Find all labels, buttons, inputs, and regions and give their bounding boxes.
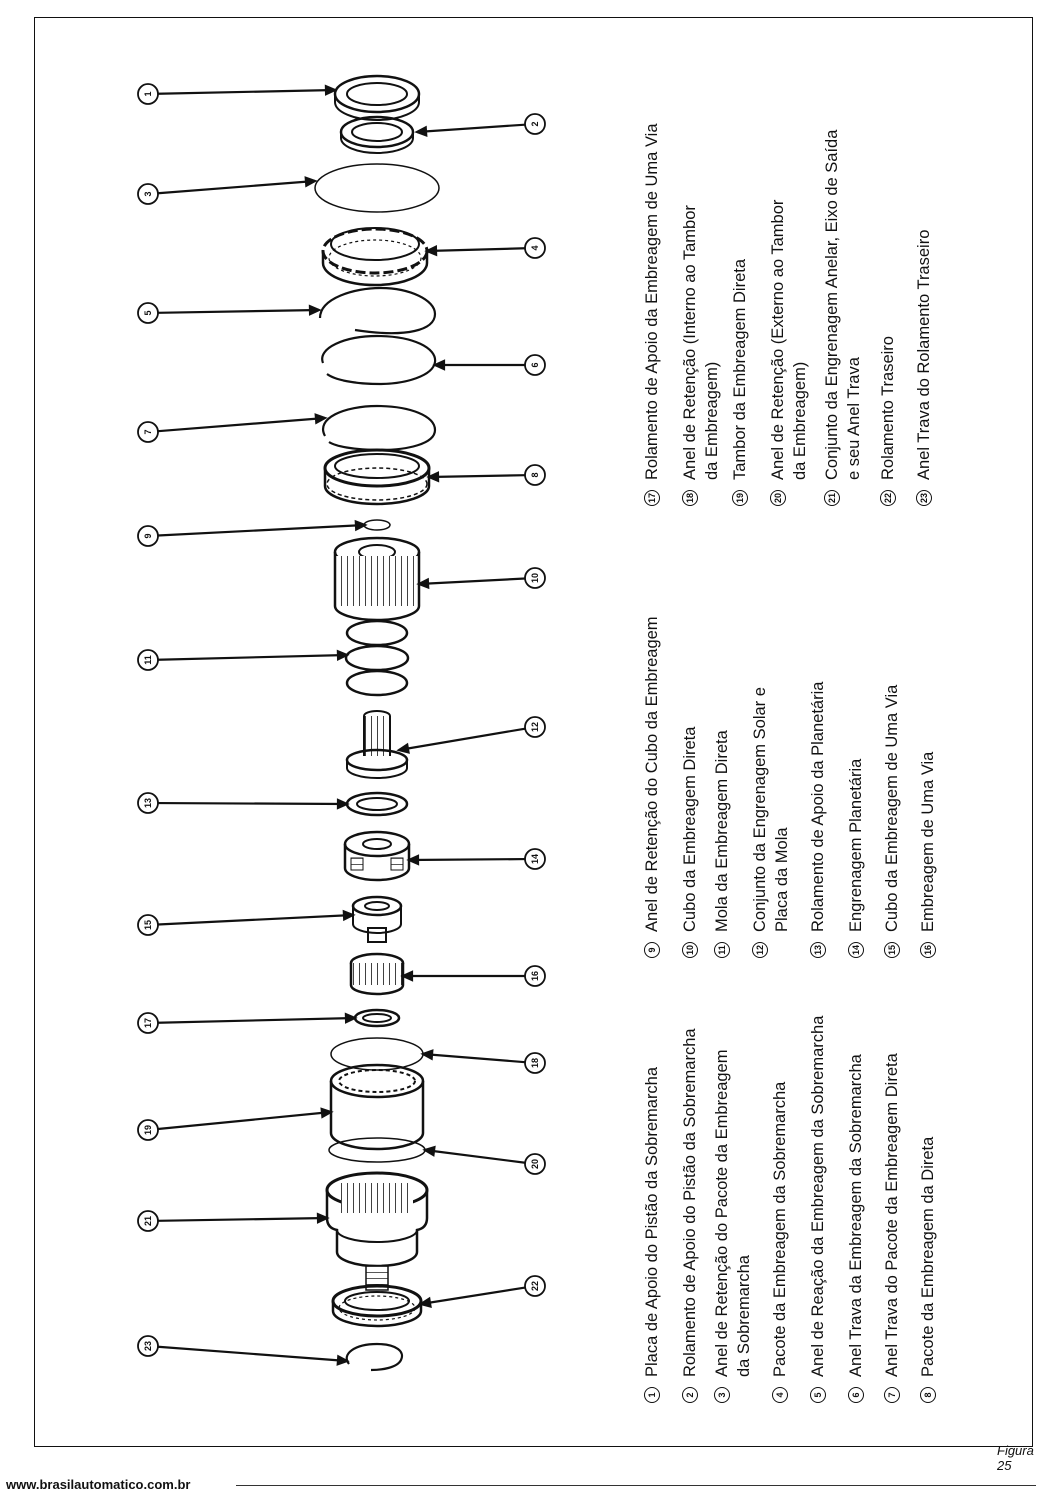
callout-number: 5 — [143, 310, 153, 316]
leader-line — [409, 859, 525, 860]
callout-8 — [429, 465, 545, 485]
legend-text: Anel de Retenção do Cubo da Embreagem — [643, 616, 661, 932]
part-5-reaction-ring — [320, 288, 435, 333]
legend-text: Anel de Retenção (Externo ao Tambor — [769, 199, 787, 480]
leader-line — [158, 915, 353, 925]
legend-item-15 — [881, 685, 903, 958]
legend-text: Pacote da Embreagem da Direta — [919, 1136, 937, 1377]
legend-text: Tambor da Embreagem Direta — [731, 258, 749, 480]
leader-line — [419, 579, 525, 584]
legend-text: Placa da Mola — [773, 827, 791, 932]
arrowhead — [417, 127, 426, 135]
legend-text: Rolamento de Apoio da Embreagem de Uma Via — [643, 123, 661, 480]
legend-item-4 — [769, 1082, 791, 1403]
legend-number-badge: 14 — [848, 942, 864, 958]
legend-text: Anel Trava do Rolamento Traseiro — [915, 229, 933, 480]
legend-number-badge: 21 — [824, 490, 840, 506]
figure-frame — [34, 17, 1034, 1473]
legend-text: Anel de Retenção (Interno ao Tambor — [681, 205, 699, 480]
callout-number: 2 — [530, 121, 540, 127]
legend-number-badge: 19 — [732, 490, 748, 506]
part-1-piston-plate — [335, 76, 419, 120]
callout-20 — [425, 1147, 545, 1174]
leader-line — [158, 525, 365, 535]
leader-line — [425, 1150, 525, 1163]
legend-item-7 — [881, 1053, 903, 1403]
callout-number: 8 — [530, 472, 540, 478]
legend-number-badge: 6 — [848, 1387, 864, 1403]
arrowhead — [346, 1014, 355, 1022]
legend-item-6 — [845, 1054, 867, 1403]
callout-1 — [138, 84, 335, 104]
legend-number-badge: 2 — [682, 1387, 698, 1403]
arrowhead — [338, 800, 347, 808]
arrowhead — [322, 1109, 331, 1117]
legend-text: Rolamento de Apoio do Pistão da Sobremarcha — [681, 1028, 699, 1377]
legend-text: Rolamento Traseiro — [879, 336, 897, 480]
legend-text: Cubo da Embreagem de Uma Via — [883, 684, 901, 932]
part-15-one-way-hub — [353, 897, 401, 942]
legend-text: Anel de Retenção do Pacote da Embreagem — [713, 1049, 731, 1377]
callout-15 — [138, 911, 353, 935]
legend-number-badge: 15 — [884, 942, 900, 958]
legend-item-8 — [917, 1137, 939, 1403]
leader-line — [158, 655, 347, 660]
callout-number: 4 — [530, 245, 540, 251]
callout-5 — [138, 303, 319, 323]
legend-text: Anel Trava da Embreagem da Sobremarcha — [847, 1054, 865, 1377]
leader-line — [158, 1018, 355, 1023]
callout-number: 12 — [530, 721, 540, 733]
legend-number-badge: 13 — [810, 942, 826, 958]
legend-number-badge: 16 — [920, 942, 936, 958]
callout-10 — [419, 568, 545, 588]
callout-number: 3 — [143, 191, 153, 197]
callout-9 — [138, 521, 365, 546]
arrowhead — [423, 1051, 432, 1059]
leader-line — [158, 181, 315, 193]
legend-number-badge: 12 — [752, 942, 768, 958]
legend-number-badge: 7 — [884, 1387, 900, 1403]
callout-11 — [138, 650, 347, 670]
arrowhead — [427, 247, 436, 255]
leader-line — [427, 248, 525, 251]
part-14-planetary-gear — [345, 832, 409, 880]
leader-line — [421, 1288, 525, 1304]
callout-3 — [138, 178, 315, 204]
legend-text: Rolamento de Apoio da Planetária — [809, 681, 827, 932]
callout-number: 20 — [530, 1158, 540, 1170]
callout-number: 15 — [143, 919, 153, 931]
legend-text: Embreagem de Uma Via — [919, 751, 937, 932]
legend-text: Anel de Reação da Embreagem da Sobremarcha — [809, 1015, 827, 1377]
leader-line — [158, 310, 319, 313]
callout-number: 9 — [143, 533, 153, 539]
legend-number-badge: 10 — [682, 942, 698, 958]
callout-16 — [403, 966, 545, 986]
callout-13 — [138, 793, 347, 813]
callout-19 — [138, 1109, 331, 1140]
footer-url[interactable]: www.brasilautomatico.com.br — [6, 1477, 191, 1492]
callout-22 — [421, 1276, 545, 1307]
legend-item-2 — [679, 1028, 701, 1403]
legend-text: da Embreagem) — [791, 361, 809, 480]
part-3-retaining-ring — [315, 164, 439, 212]
callout-number: 19 — [143, 1124, 153, 1136]
legend-item-3 — [711, 1050, 755, 1403]
arrowhead — [421, 1299, 431, 1307]
part-13-planetary-bearing — [347, 793, 407, 815]
arrowhead — [419, 580, 428, 588]
part-16-one-way-clutch — [351, 954, 403, 994]
legend-item-1 — [641, 1067, 663, 1403]
legend-item-17 — [641, 124, 663, 507]
arrowhead — [338, 1356, 347, 1364]
legend-item-18 — [679, 205, 723, 506]
part-17-one-way-bearing — [355, 1010, 399, 1026]
callout-7 — [138, 415, 325, 442]
figure-caption: Figura 25 — [997, 1443, 1034, 1473]
part-19-clutch-drum — [331, 1065, 423, 1149]
leader-line — [158, 1347, 347, 1361]
legend-item-20 — [767, 200, 811, 506]
legend-text: Engrenagem Planetária — [847, 758, 865, 932]
legend-item-10 — [679, 727, 701, 958]
arrowhead — [316, 415, 325, 423]
part-6-snap-ring — [322, 336, 435, 384]
arrowhead — [409, 856, 418, 864]
part-7-snap-ring — [323, 406, 435, 450]
callout-17 — [138, 1013, 355, 1033]
legend-item-23 — [913, 230, 935, 506]
arrowhead — [429, 473, 438, 481]
callout-4 — [427, 238, 545, 258]
legend-item-11 — [711, 730, 733, 958]
legend-number-badge: 4 — [772, 1387, 788, 1403]
legend-number-badge: 1 — [644, 1387, 660, 1403]
part-8-direct-clutch-pack — [325, 450, 429, 504]
legend-number-badge: 20 — [770, 490, 786, 506]
legend-number-badge: 8 — [920, 1387, 936, 1403]
callout-number: 22 — [530, 1280, 540, 1292]
part-4-clutch-pack — [323, 228, 427, 285]
legend-item-14 — [845, 759, 867, 958]
callout-number: 7 — [143, 429, 153, 435]
callout-number: 17 — [143, 1017, 153, 1029]
callout-number: 18 — [530, 1057, 540, 1069]
legend-item-9 — [641, 616, 663, 958]
callout-number: 6 — [530, 362, 540, 368]
callout-2 — [417, 114, 545, 135]
legend-item-5 — [807, 1016, 829, 1403]
legend-item-16 — [917, 752, 939, 958]
legend-text: e seu Anel Trava — [845, 357, 863, 480]
callout-number: 14 — [530, 853, 540, 865]
callout-23 — [138, 1336, 347, 1364]
leader-line — [417, 125, 525, 132]
legend-item-22 — [877, 336, 899, 506]
callout-number: 10 — [530, 572, 540, 584]
callout-21 — [138, 1211, 327, 1231]
part-12-sun-gear — [347, 711, 407, 778]
legend-number-badge: 23 — [916, 490, 932, 506]
legend-number-badge: 17 — [644, 490, 660, 506]
arrowhead — [310, 306, 319, 314]
arrowhead — [403, 972, 412, 980]
part-11-spring — [346, 621, 408, 695]
leader-line — [158, 1112, 331, 1129]
callout-12 — [399, 717, 545, 752]
footer-rule — [236, 1485, 1036, 1486]
legend-number-badge: 5 — [810, 1387, 826, 1403]
callout-number: 13 — [143, 797, 153, 809]
callout-18 — [423, 1051, 545, 1073]
arrowhead — [435, 361, 444, 369]
callout-number: 11 — [143, 655, 153, 665]
arrowhead — [344, 911, 353, 919]
arrowhead — [318, 1214, 327, 1222]
legend-item-19 — [729, 259, 751, 506]
part-2-bearing — [341, 117, 413, 153]
leader-line — [399, 729, 525, 750]
leader-line — [158, 1218, 327, 1221]
legend-text: Pacote da Embreagem da Sobremarcha — [771, 1081, 789, 1377]
part-10-clutch-hub — [335, 538, 419, 620]
part-22-rear-bearing — [333, 1286, 421, 1326]
part-21-ring-gear-output-shaft — [327, 1173, 427, 1290]
legend-item-12 — [749, 687, 793, 958]
legend-number-badge: 9 — [644, 942, 660, 958]
leader-line — [423, 1054, 525, 1062]
leader-line — [158, 803, 347, 804]
legend-item-13 — [807, 682, 829, 958]
part-23-rear-snap-ring — [347, 1344, 402, 1370]
legend-text: Conjunto da Engrenagem Anelar, Eixo de Saída — [823, 129, 841, 480]
legend-number-badge: 11 — [714, 942, 730, 958]
callout-14 — [409, 849, 545, 869]
callout-number: 21 — [143, 1215, 153, 1227]
legend-number-badge: 22 — [880, 490, 896, 506]
legend-number-badge: 3 — [714, 1387, 730, 1403]
legend-number-badge: 18 — [682, 490, 698, 506]
callout-number: 1 — [143, 91, 153, 97]
legend-text: Placa de Apoio do Pistão da Sobremarcha — [643, 1066, 661, 1377]
arrowhead — [356, 521, 365, 529]
callout-6 — [435, 355, 545, 375]
arrowhead — [306, 178, 315, 186]
legend-text: da Embreagem) — [703, 361, 721, 480]
callout-number: 16 — [530, 970, 540, 982]
legend-text: Mola da Embreagem Direta — [713, 730, 731, 932]
leader-line — [429, 475, 525, 477]
legend-text: Cubo da Embreagem Direta — [681, 726, 699, 932]
arrowhead — [425, 1147, 434, 1155]
arrowhead — [399, 745, 409, 753]
callout-number: 23 — [143, 1340, 153, 1352]
legend-text: da Sobremarcha — [735, 1255, 753, 1377]
part-9-hub-retaining-ring — [364, 520, 390, 530]
legend-item-21 — [821, 130, 865, 506]
legend-text: Anel Trava do Pacote da Embreagem Direta — [883, 1053, 901, 1377]
leader-line — [158, 418, 325, 431]
legend-text: Conjunto da Engrenagem Solar e — [751, 687, 769, 932]
leader-line — [158, 90, 335, 94]
arrowhead — [326, 86, 335, 94]
